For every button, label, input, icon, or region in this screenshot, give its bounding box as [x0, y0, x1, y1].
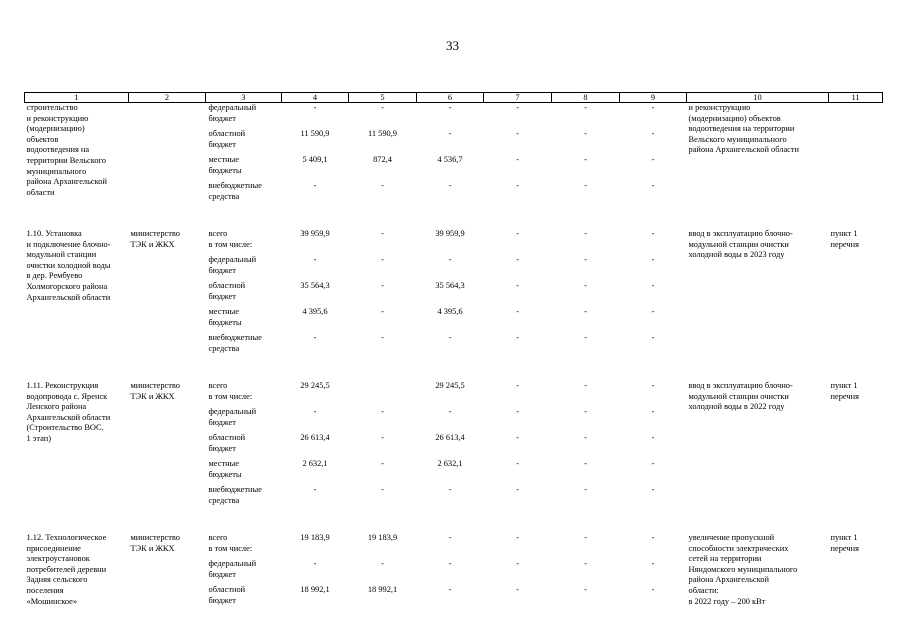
funding-value: - — [651, 255, 655, 264]
funding-value: - — [516, 255, 519, 264]
funding-value: - — [651, 559, 655, 568]
funding-value: - — [313, 103, 317, 112]
funding-value: - — [584, 433, 587, 442]
column-header: 11 — [829, 93, 883, 103]
funding-value: - — [584, 485, 587, 494]
block-spacer-cell — [25, 207, 883, 229]
expected-result: и реконструкцию (модернизацию) объектов водоотведения на территории Вельского муниципального района Архангельской области — [688, 103, 800, 155]
funding-value: 5 409,1 — [302, 155, 328, 164]
funding-source: всего в том числе: — [208, 533, 253, 553]
column-header: 9 — [620, 93, 687, 103]
funding-value: 18 992,1 — [367, 585, 398, 594]
funding-value: - — [313, 485, 317, 494]
funding-value: - — [448, 333, 452, 342]
funding-value: 4 395,6 — [437, 307, 463, 316]
funding-value: - — [381, 181, 384, 190]
measure-name: 1.11. Реконструкция водопровода с. Яренск Ленского района Архангельской области (Строительство ВОС. 1 этап) — [26, 381, 111, 443]
funding-value: - — [651, 381, 655, 390]
funding-value: - — [448, 103, 452, 112]
executor — [129, 103, 206, 208]
funding-value: - — [313, 407, 317, 416]
funding-value: - — [651, 433, 655, 442]
funding-value: - — [584, 255, 587, 264]
funding-value: 2 632,1 — [302, 459, 328, 468]
funding-source: федеральный бюджет — [208, 255, 257, 275]
funding-value: - — [448, 129, 452, 138]
expected-result: ввод в эксплуатацию блочно- модульной станции очистки холодной воды в 2022 году — [688, 381, 793, 412]
funding-value — [349, 381, 417, 407]
column-header: 6 — [417, 93, 484, 103]
funding-value: 29 245,5 — [435, 381, 465, 390]
measure-name: строительство и реконструкцию (модернизацию) объектов водоотведения на территории Вельского муниципального района Архангельской области — [26, 103, 107, 197]
funding-value: - — [448, 559, 452, 568]
funding-source: федеральный бюджет — [208, 407, 257, 427]
funding-source: федеральный бюджет — [208, 559, 257, 579]
funding-source: всего в том числе: — [208, 229, 253, 249]
funding-value: - — [516, 229, 519, 238]
funding-value: - — [381, 229, 384, 238]
funding-value: - — [584, 103, 587, 112]
funding-value: - — [516, 281, 519, 290]
funding-value: - — [381, 103, 384, 112]
list-reference — [829, 103, 883, 208]
list-reference: пункт 1 перечня — [830, 229, 859, 249]
funding-value: - — [651, 585, 655, 594]
funding-value: - — [448, 585, 452, 594]
funding-value: - — [448, 485, 452, 494]
table-body — [25, 103, 883, 612]
funding-value: - — [381, 433, 384, 442]
column-number-row — [25, 93, 883, 103]
funding-value: - — [584, 381, 587, 390]
funding-source: внебюджетные средства — [208, 485, 262, 505]
funding-value: - — [516, 485, 519, 494]
funding-value: - — [584, 333, 587, 342]
funding-value: 11 590,9 — [300, 129, 330, 138]
block-spacer-cell — [25, 511, 883, 533]
funding-value: - — [381, 281, 384, 290]
executor: министерство ТЭК и ЖКХ — [130, 229, 180, 249]
funding-value: - — [516, 129, 519, 138]
column-header: 3 — [206, 93, 282, 103]
funding-value: - — [313, 181, 317, 190]
expected-result: увеличение пропускной способности электрических сетей на территории Няндомского муниципального района Архангельской области: в 2022 году – 200 кВт — [688, 533, 798, 606]
funding-value: 19 183,9 — [300, 533, 330, 542]
funding-value: - — [651, 229, 655, 238]
funding-value: - — [516, 459, 519, 468]
funding-value: - — [651, 181, 655, 190]
page-number: 33 — [446, 38, 459, 53]
table-row — [25, 533, 883, 559]
funding-value: - — [651, 459, 655, 468]
executor: министерство ТЭК и ЖКХ — [130, 533, 180, 553]
funding-value: - — [651, 407, 655, 416]
program-table — [24, 92, 883, 611]
funding-value: - — [516, 155, 519, 164]
column-header: 2 — [129, 93, 206, 103]
funding-value: - — [584, 307, 587, 316]
funding-value: 4 536,7 — [437, 155, 463, 164]
funding-value: - — [584, 585, 587, 594]
funding-value: 26 613,4 — [300, 433, 330, 442]
funding-source: областной бюджет — [208, 433, 246, 453]
measure-name: 1.12. Технологическое присоединение электроустановок потребителей деревни Задняя сельского поселения «Мошинское» — [26, 533, 107, 606]
table-row — [25, 229, 883, 255]
column-header: 8 — [552, 93, 620, 103]
funding-value: - — [651, 333, 655, 342]
funding-value: 39 959,9 — [300, 229, 330, 238]
funding-value: - — [584, 281, 587, 290]
funding-value: - — [448, 181, 452, 190]
funding-value: - — [651, 103, 655, 112]
funding-source: областной бюджет — [208, 281, 246, 301]
funding-value: - — [313, 333, 317, 342]
funding-value: - — [381, 407, 384, 416]
funding-value: - — [516, 585, 519, 594]
funding-source: федеральный бюджет — [208, 103, 257, 123]
column-header: 10 — [687, 93, 829, 103]
funding-source: областной бюджет — [208, 585, 246, 605]
funding-value: 11 590,9 — [367, 129, 397, 138]
funding-value: - — [584, 229, 587, 238]
funding-value: - — [651, 129, 655, 138]
funding-value: - — [448, 407, 452, 416]
funding-value: - — [651, 533, 655, 542]
funding-value: - — [516, 333, 519, 342]
funding-value: - — [651, 281, 655, 290]
funding-value: - — [516, 307, 519, 316]
block-spacer-cell — [25, 359, 883, 381]
funding-value: 39 959,9 — [435, 229, 465, 238]
expected-result: ввод в эксплуатацию блочно- модульной станции очистки холодной воды в 2023 году — [688, 229, 793, 260]
column-header: 5 — [349, 93, 417, 103]
funding-value: - — [584, 459, 587, 468]
funding-source: местные бюджеты — [208, 155, 242, 175]
funding-value: - — [448, 533, 452, 542]
funding-value: - — [516, 433, 519, 442]
funding-value: 18 992,1 — [300, 585, 330, 594]
funding-value: - — [381, 255, 384, 264]
funding-value: 35 564,3 — [435, 281, 465, 290]
list-reference: пункт 1 перечня — [830, 381, 859, 401]
funding-source: всего в том числе: — [208, 381, 253, 401]
funding-value: - — [313, 559, 317, 568]
funding-value: - — [584, 181, 587, 190]
funding-value: - — [584, 533, 587, 542]
funding-value: - — [651, 307, 655, 316]
funding-value: - — [516, 559, 519, 568]
funding-value: - — [584, 559, 587, 568]
funding-value: - — [381, 459, 384, 468]
funding-value: 19 183,9 — [367, 533, 398, 542]
funding-source: внебюджетные средства — [208, 181, 262, 201]
list-reference: пункт 1 перечня — [830, 533, 859, 553]
funding-value: 2 632,1 — [437, 459, 463, 468]
executor: министерство ТЭК и ЖКХ — [130, 381, 180, 401]
funding-value: - — [381, 559, 384, 568]
table-row — [25, 381, 883, 407]
funding-value: - — [516, 181, 519, 190]
funding-value: - — [584, 129, 587, 138]
block-spacer — [25, 511, 883, 533]
funding-value: - — [381, 485, 384, 494]
funding-value: - — [651, 485, 655, 494]
funding-value: - — [584, 407, 587, 416]
funding-value: - — [516, 533, 519, 542]
funding-value: - — [381, 333, 384, 342]
funding-source: областной бюджет — [208, 129, 246, 149]
funding-value: - — [313, 255, 317, 264]
column-header: 4 — [282, 93, 349, 103]
funding-value: 872,4 — [373, 155, 392, 164]
funding-source: местные бюджеты — [208, 459, 242, 479]
funding-value: 35 564,3 — [300, 281, 330, 290]
column-header: 7 — [484, 93, 552, 103]
funding-value: - — [381, 307, 384, 316]
block-spacer — [25, 207, 883, 229]
measure-name: 1.10. Установка и подключение блочно- модульной станции очистки холодной воды в дер. Рембуево Холмогорского района Архангельской области — [26, 229, 111, 302]
block-spacer — [25, 359, 883, 381]
funding-value: 29 245,5 — [300, 381, 330, 390]
table-row — [25, 103, 883, 130]
funding-value: - — [651, 155, 655, 164]
funding-value: - — [448, 255, 452, 264]
funding-value: - — [516, 407, 519, 416]
funding-value: - — [516, 381, 519, 390]
funding-value: 26 613,4 — [435, 433, 465, 442]
funding-value: - — [584, 155, 587, 164]
funding-value: 4 395,6 — [302, 307, 328, 316]
funding-source: местные бюджеты — [208, 307, 242, 327]
funding-source: внебюджетные средства — [208, 333, 262, 353]
funding-value: - — [516, 103, 519, 112]
column-header: 1 — [25, 93, 129, 103]
